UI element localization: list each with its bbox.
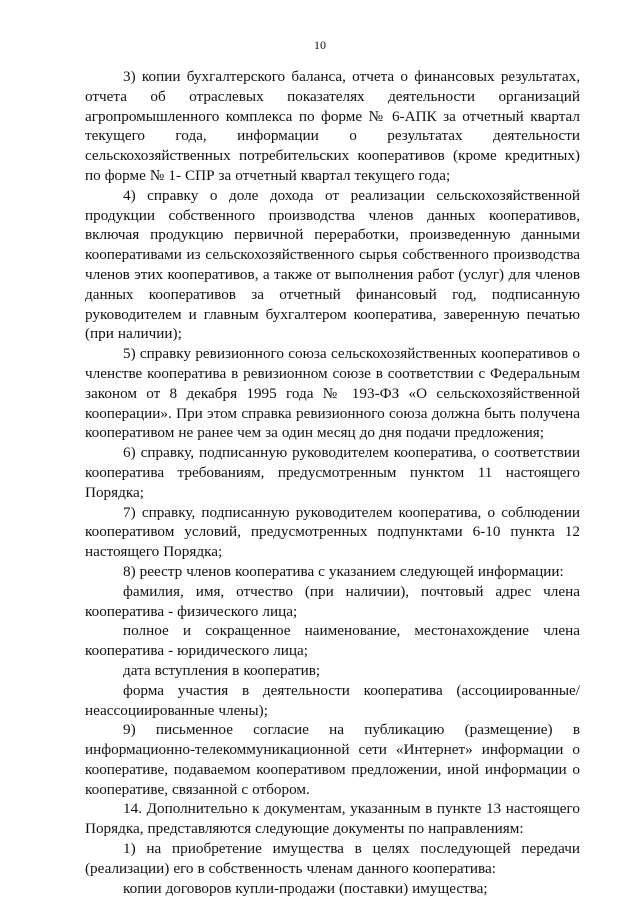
paragraph-direction-1: 1) на приобретение имущества в целях последующей передачи (реализации) его в собственность членам данного кооператива: (85, 840, 580, 877)
registry-field-entry-date: дата вступления в кооператив; (123, 661, 321, 679)
paragraph-item-5: 5) справку ревизионного союза сельскохозяйственных кооперативов о членстве кооператива в ревизионном союзе в соответствии с Федеральным законом от 8 декабря 1995 года № 193-ФЗ «О сельскохозяйственной кооперации». При этом справка ревизионного союза должна быть получена кооперативом не ранее чем за один месяц до дня подачи предложения; (85, 345, 580, 442)
paragraph-contract-copies: копии договоров купли-продажи (поставки) имущества; (123, 879, 488, 897)
page-number: 10 (314, 38, 326, 52)
paragraph-item-6: 6) справку, подписанную руководителем кооператива, о соответствии кооператива требованиям, предусмотренным пунктом 11 настоящего Порядка; (85, 444, 580, 501)
paragraph-item-3: 3) копии бухгалтерского баланса, отчета о финансовых результатах, отчета об отраслевых показателях деятельности организаций агропромышленного комплекса по форме № 6-АПК за отчетный квартал текущего года, информации о результатах деятельности сельскохозяйственных потребительских кооперативов (кроме кредитных) по форме № 1- СПР за отчетный квартал текущего года; (85, 68, 580, 184)
registry-field-organization: полное и сокращенное наименование, местонахождение члена кооператива - юридического лица; (85, 622, 580, 660)
paragraph-section-14: 14. Дополнительно к документам, указанным в пункте 13 настоящего Порядка, представляются следующие документы по направлениям: (85, 800, 580, 838)
registry-field-participation: форма участия в деятельности кооператива (ассоциированные/неассоциированные члены); (85, 681, 580, 719)
paragraph-item-8: 8) реестр членов кооператива с указанием следующей информации: (123, 562, 564, 580)
document-body (85, 67, 580, 898)
registry-field-person: фамилия, имя, отчество (при наличии), почтовый адрес члена кооператива - физического лица; (85, 582, 580, 620)
paragraph-item-4: 4) справку о доле дохода от реализации сельскохозяйственной продукции собственного производства членов данных кооперативов, включая продукцию первичной переработки, произведенную данными кооперативами из сельскохозяйственного сырья собственного производства членов этих кооперативов, а также от выполнения работ (услуг) для членов данных кооперативов за отчетный финансовый год, подписанную руководителем и главным бухгалтером кооператива, заверенную печатью (при наличии); (85, 186, 580, 343)
paragraph-item-9: 9) письменное согласие на публикацию (размещение) в информационно-телекоммуникационной сети «Интернет» информации о кооперативе, подаваемом кооперативом предложении, иной информации о кооперативе, связанной с отбором. (85, 721, 580, 798)
paragraph-item-7: 7) справку, подписанную руководителем кооператива, о соблюдении кооперативом условий, предусмотренных подпунктами 6-10 пункта 12 настоящего Порядка; (85, 503, 580, 561)
